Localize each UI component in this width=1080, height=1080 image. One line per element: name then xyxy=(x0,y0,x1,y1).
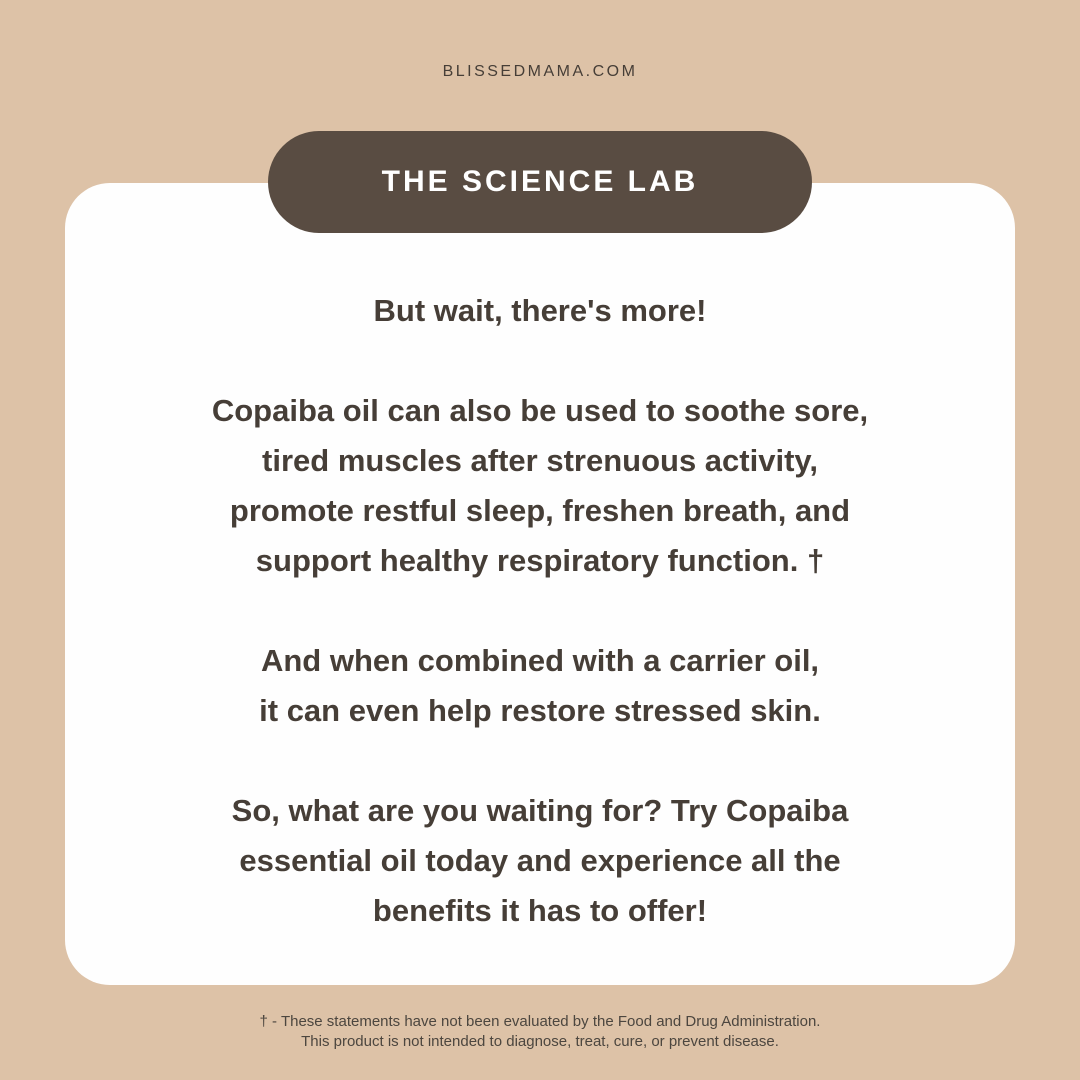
body-paragraph-carrier-oil xyxy=(105,636,975,736)
body-line: essential oil today and experience all the xyxy=(239,843,841,878)
body-line: tired muscles after strenuous activity, xyxy=(262,443,818,478)
content-card xyxy=(65,183,1015,985)
body-text xyxy=(105,286,975,936)
body-paragraph-benefits xyxy=(105,386,975,586)
body-line: support healthy respiratory function. † xyxy=(255,543,825,578)
body-line: it can even help restore stressed skin. xyxy=(259,693,821,728)
body-paragraph-intro xyxy=(105,286,975,336)
science-lab-badge xyxy=(268,131,812,233)
body-line: promote restful sleep, freshen breath, and xyxy=(229,493,851,528)
fda-disclaimer-line-1: † - These statements have not been evaluated by the Food and Drug Administration. xyxy=(259,1013,821,1030)
body-line: benefits it has to offer! xyxy=(372,893,708,928)
fda-disclaimer-line-2: This product is not intended to diagnose, treat, cure, or prevent disease. xyxy=(301,1033,779,1050)
body-line: So, what are you waiting for? Try Copaiba xyxy=(231,793,849,828)
body-line: But wait, there's more! xyxy=(373,293,707,328)
body-line: And when combined with a carrier oil, xyxy=(260,643,820,678)
badge-label: THE SCIENCE LAB xyxy=(381,165,699,198)
body-line: Copaiba oil can also be used to soothe sore, xyxy=(211,393,869,428)
site-url: BLISSEDMAMA.COM xyxy=(442,63,638,80)
fda-disclaimer xyxy=(0,1012,1080,1052)
body-paragraph-cta xyxy=(105,786,975,936)
